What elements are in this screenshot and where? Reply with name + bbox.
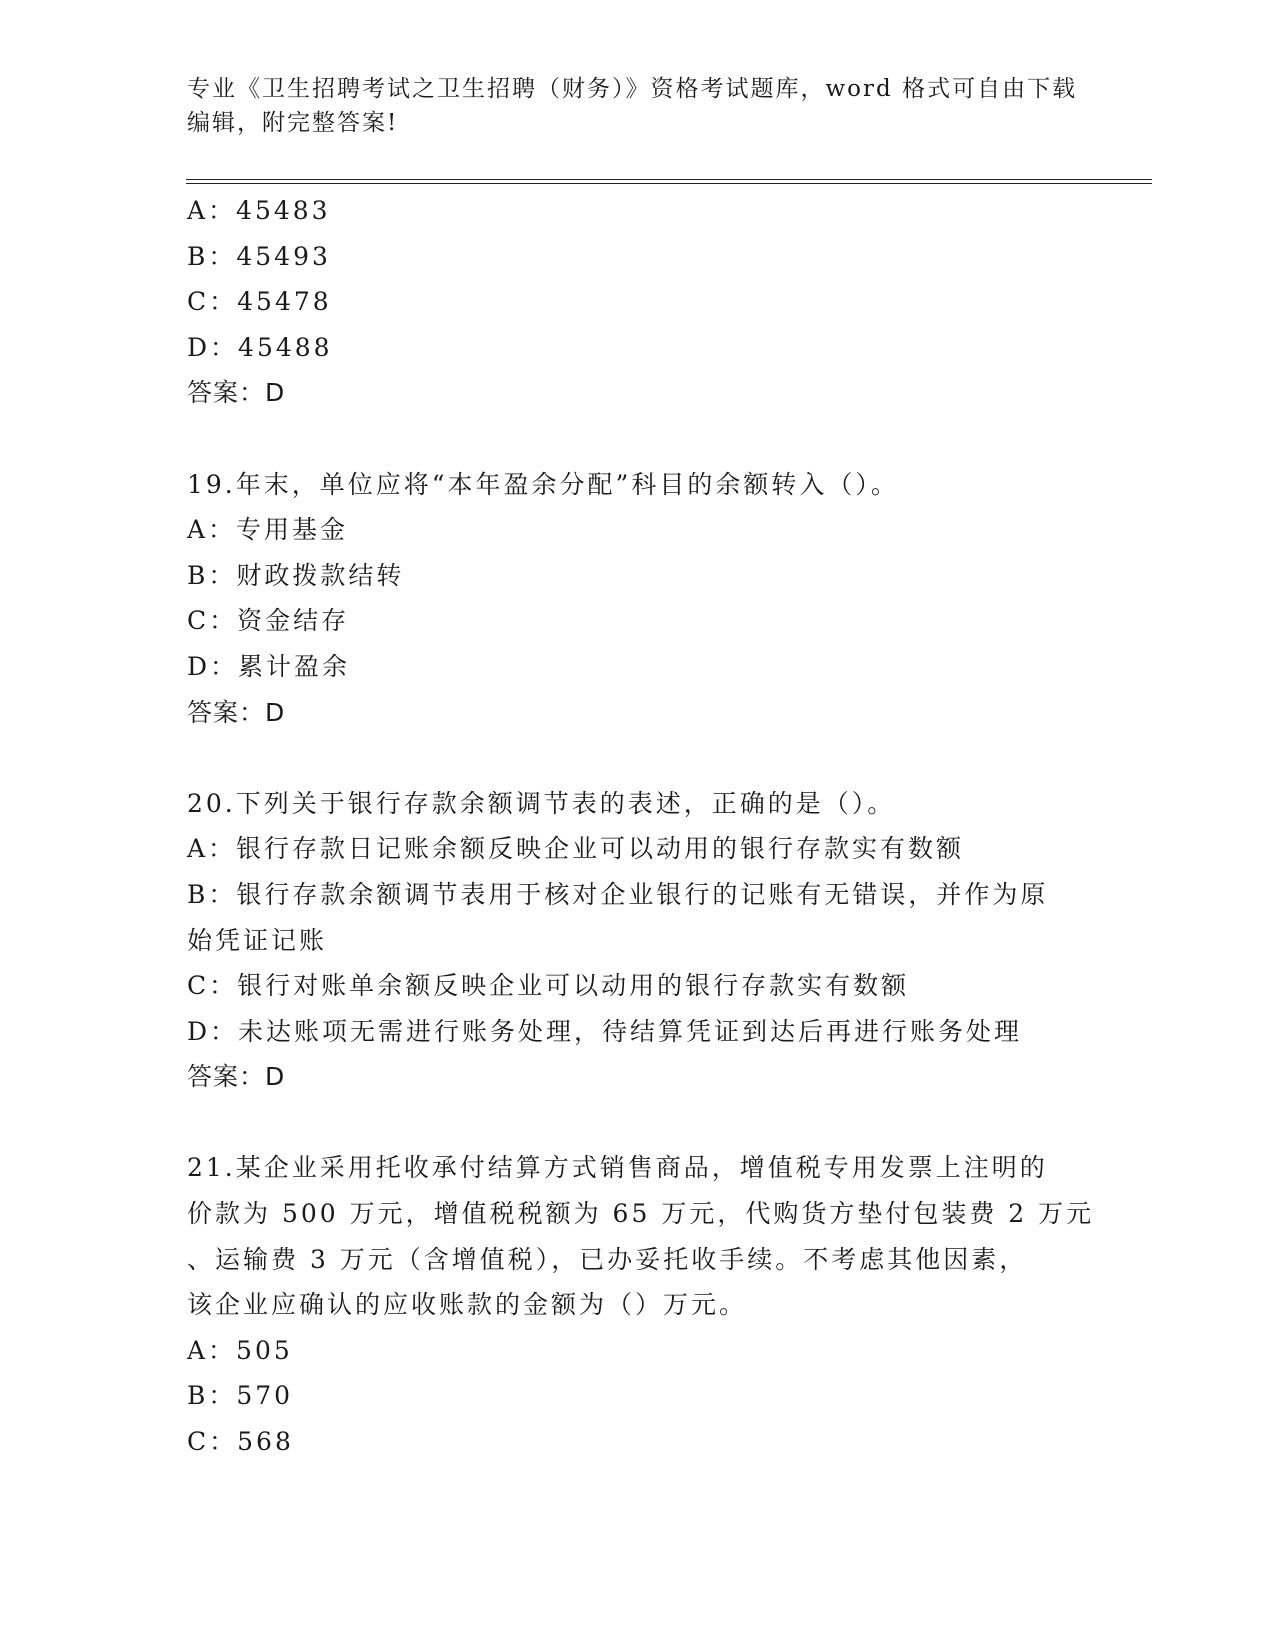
answer: 答案：D	[187, 1062, 286, 1092]
option-d: D：累计盈余	[187, 651, 351, 681]
question-stem-line-2: 价款为 500 万元，增值税税额为 65 万元，代购货方垫付包装费 2 万元	[187, 1199, 1095, 1229]
option-b: B：银行存款余额调节表用于核对企业银行的记账有无错误，并作为原	[187, 879, 1049, 909]
spacer	[187, 416, 1087, 462]
question-stem-line-4: 该企业应确认的应收账款的金额为（）万元。	[187, 1290, 748, 1320]
spacer	[187, 1100, 1087, 1146]
option-c: C：资金结存	[187, 606, 350, 636]
option-b-continued: 始凭证记账	[187, 925, 328, 955]
question-18	[187, 188, 1087, 416]
question-stem-line-1: 21.某企业采用托收承付结算方式销售商品，增值税专用发票上注明的	[187, 1153, 1048, 1183]
header-divider-top	[186, 179, 1152, 180]
option-b: B：570	[187, 1381, 294, 1411]
option-a: A：505	[187, 1335, 293, 1365]
header-divider-bottom	[186, 183, 1152, 184]
question-21	[187, 1145, 1095, 1464]
document-body	[187, 188, 1095, 1465]
answer: 答案：D	[187, 697, 286, 727]
option-a: A：45483	[187, 196, 331, 225]
document-header	[187, 72, 1087, 140]
option-c: C：银行对账单余额反映企业可以动用的银行存款实有数额	[187, 971, 910, 1001]
option-a: A：银行存款日记账余额反映企业可以动用的银行存款实有数额	[187, 834, 965, 864]
option-d: D：45488	[187, 332, 333, 362]
option-b: B：45493	[187, 241, 331, 271]
question-stem: 20.下列关于银行存款余额调节表的表述，正确的是（）。	[187, 788, 896, 818]
question-20	[187, 781, 1087, 1100]
answer: 答案：D	[187, 378, 286, 408]
header-line-1: 专业《卫生招聘考试之卫生招聘（财务）》资格考试题库，word 格式可自由下载	[187, 76, 1078, 102]
option-c: C：568	[187, 1427, 294, 1457]
header-line-2: 编辑，附完整答案!	[187, 110, 399, 136]
option-d: D：未达账项无需进行账务处理，待结算凭证到达后再进行账务处理	[187, 1016, 1023, 1046]
question-stem: 19.年末，单位应将“本年盈余分配”科目的余额转入（）。	[187, 469, 899, 499]
option-c: C：45478	[187, 287, 332, 317]
question-stem-line-3: 、运输费 3 万元（含增值税），已办妥托收手续。不考虑其他因素，	[187, 1244, 1028, 1274]
option-b: B：财政拨款结转	[187, 560, 405, 590]
spacer	[187, 735, 1087, 781]
option-a: A：专用基金	[187, 515, 349, 545]
question-19	[187, 462, 1087, 736]
